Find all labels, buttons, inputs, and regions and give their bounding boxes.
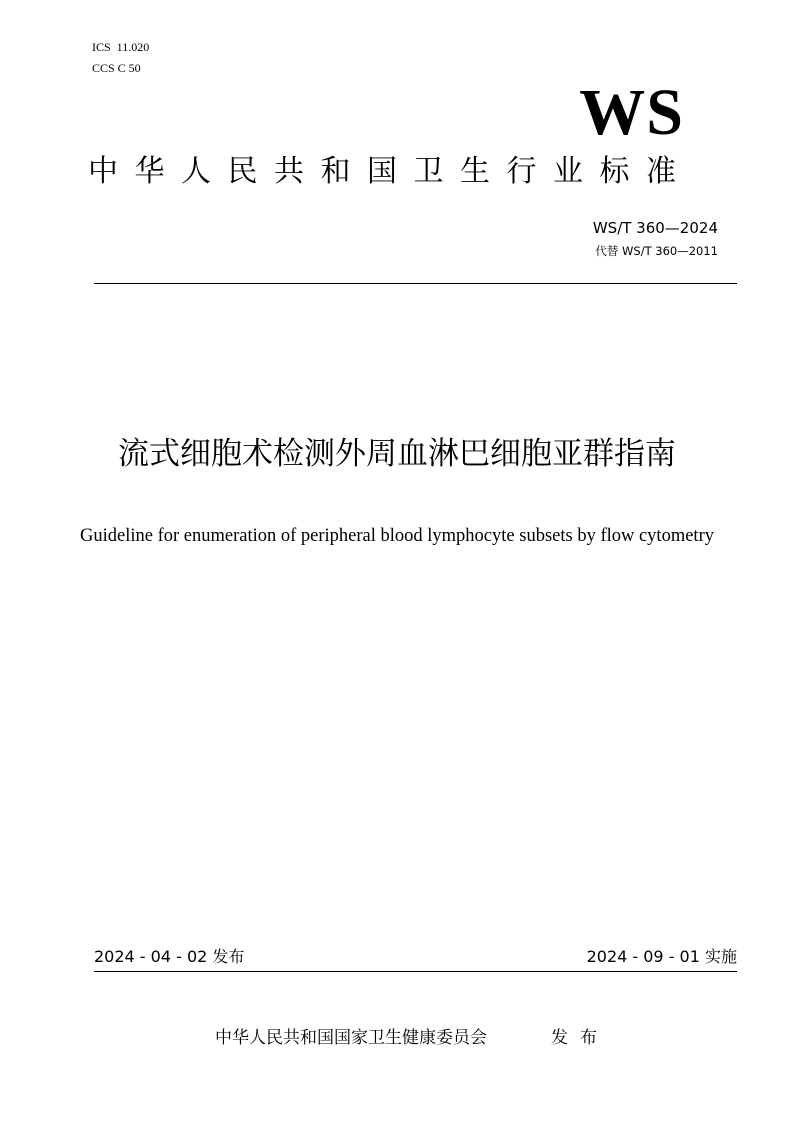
issuing-authority: 中华人民共和国国家卫生健康委员会 [215, 1028, 487, 1048]
document-title-english: Guideline for enumeration of peripheral blood lymphocyte subsets by flow cytometry [80, 526, 714, 546]
effective-date: 2024 - 09 - 01 实施 [586, 947, 737, 966]
footer-divider [94, 971, 737, 972]
ccs-code: CCS C 50 [92, 61, 141, 75]
document-title-chinese: 流式细胞术检测外周血淋巴细胞亚群指南 [118, 436, 676, 472]
publish-date: 2024 - 04 - 02 发布 [94, 947, 245, 966]
standard-category: 中华人民共和国卫生行业标准 [88, 154, 693, 189]
issue-label: 发布 [551, 1028, 609, 1048]
standard-number: WS/T 360—2024 [592, 219, 718, 237]
ics-code: ICS 11.020 [92, 40, 150, 54]
header-divider [94, 283, 737, 284]
replaces-note: 代替 WS/T 360—2011 [595, 244, 718, 258]
ws-logo: WS [579, 76, 684, 149]
